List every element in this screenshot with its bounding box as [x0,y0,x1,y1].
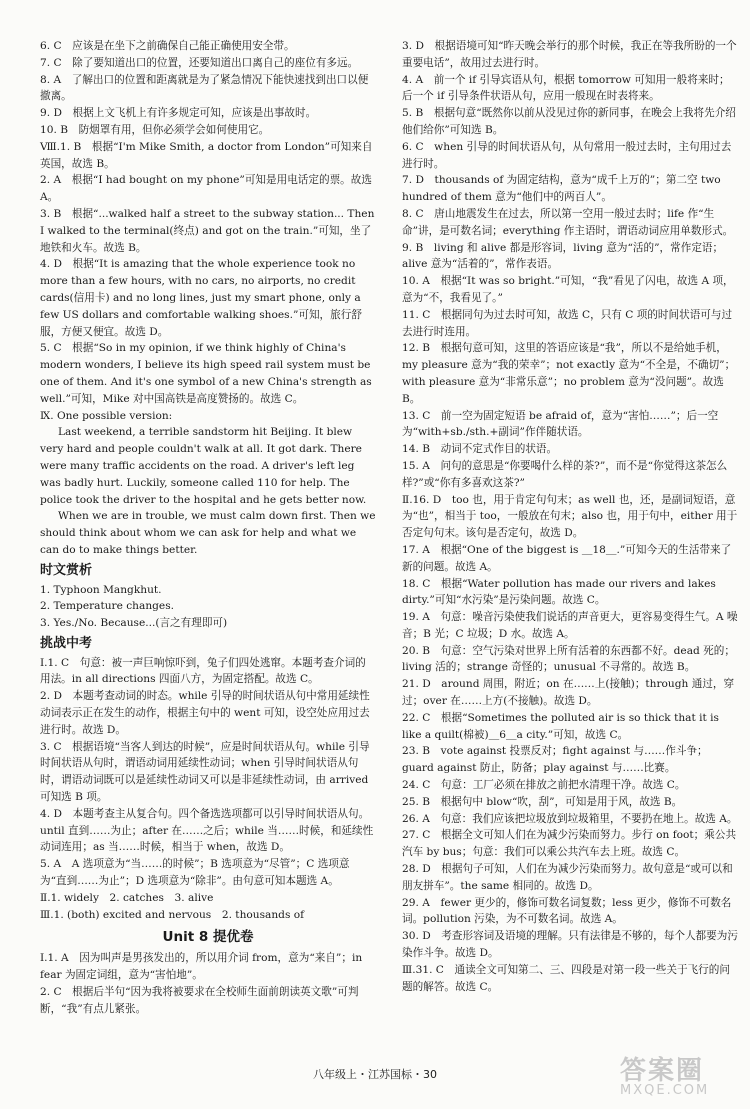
answer-item: 8. C 唐山地震发生在过去，所以第一空用一般过去时；life 作“生命”讲，是可数名词；everything 作主语时，谓语动词应用单数形式。 [402,207,734,237]
answer-item: 29. A fewer 更少的，修饰可数名词复数；less 更少，修饰不可数名词。pollution 污染，为不可数名词。故选 A。 [402,896,732,926]
answer-item: Ⅷ.1. B 根据“I'm Mike Smith, a doctor from London”可知来自英国，故选 B。 [40,140,373,170]
answer-item: 23. B vote against 投票反对；fight against 与……作斗争；guard against 防止，防备；play against 与……比赛。 [402,745,708,775]
answer-item: 14. B 动词不定式作目的状语。 [402,443,558,456]
answer-item: 3. B 根据“...walked half a street to the subway station... Then I walked to the terminal(终点) and got on the train.”可知，坐了地铁和火车。故选 B。 [40,207,375,254]
answer-item: 27. C 根据全文可知人们在为减少污染而努力。步行 on foot；乘公共汽车 by bus；句意：我们可以乘公共汽车去上班。故选 C。 [402,829,737,859]
answer-item: 7. C 除了要知道出口的位置，还要知道出口离自己的座位有多远。 [40,56,359,69]
answer-item: 9. B living 和 alive 都是形容词，living 意为“活的”，常作定语；alive 意为“活着的”，常作表语。 [402,241,724,271]
watermark-line1: 答案圈 [620,1056,705,1086]
answer-item: 13. C 前一空为固定短语 be afraid of，意为“害怕……”；后一空为“with+sb./sth.+副词”作伴随状语。 [402,409,719,439]
page-footer: 八年级上・江苏国标・30 [313,1068,437,1081]
answer-item: 4. A 前一个 if 引导宾语从句，根据 tomorrow 可知用一般将来时；后一个 if 引导条件状语从句，应用一般现在时表将来。 [402,73,730,103]
watermark-line2: MXQE.COM [620,1083,710,1098]
answer-item: 5. A A 选项意为“当……的时候”；B 选项意为“尽管”；C 选项意为“直到……为止”；D 选项意为“除非”。由句意可知本题选 A。 [40,858,350,888]
answer-item: 15. A 问句的意思是“你要喝什么样的茶?”，而不是“你觉得这茶怎么样?”或“你有多喜欢这茶?” [402,459,728,489]
answer-item: 3. D 根据语境可知“昨天晚会举行的那个时候，我正在等我所盼的一个重要电话”，故用过去进行时。 [402,40,737,69]
answer-item: Ⅰ.1. C 句意：被一声巨响惊吓到，兔子们四处逃窜。本题考查介词的用法。in all directions 四面八方，为固定搭配。故选 C。 [40,656,366,686]
section-heading: 挑战中考 [40,635,93,651]
answer-item: 12. B 根据句意可知，这里的答语应该是“我”，所以不是给她手机，my pleasure 意为“我的荣幸”；not exactly 意为“不全是，不确切”；with pleasure 意为“非常乐意”；no problem 意为“没问题”。故选 B。 [402,342,736,405]
answer-item: 30. D 考查形容词及语境的理解。只有法律是不够的，每个人都要为污染作斗争。故选 D。 [402,930,738,960]
answer-item: 7. D thousands of 为固定结构，意为“成千上万的”；第二空 two hundred of them 意为“他们中的两百人”。 [402,174,721,204]
essay-paragraph: When we are in trouble, we must calm down first. Then we should think about whom we can ask for help and what we can do to make things better. [40,510,376,556]
answer-item: 2. D 本题考查动词的时态。while 引导的时间状语从句中常用延续性动词表示正在发生的动作，根据主句中的 went 可知，设空处应用过去进行时。故选 D。 [40,690,370,736]
essay-paragraph: Last weekend, a terrible sandstorm hit Beijing. It blew very hard and people couldn't walk at all. It got dark. There were many traffic accidents on the road. A driver's left leg was badly hurt. Luckily, someone called 110 for help. The police took the driver to the hospital and he gets better now. [40,426,367,506]
answer-item: 5. C 根据“So in my opinion, if we think highly of China's modern wonders, I believe its high speed rail system must be one of them. And it's one symbol of a new China's strength as well.”可知，Mike 对中国高铁是高度赞扬的。故选 C。 [40,342,372,405]
answer-item: Ⅱ.16. D too 也，用于肯定句句末；as well 也，还，是副词短语，意为“也”，相当于 too，一般放在句末；also 也，用于句中，either 用于否定句句末。该句是否定句，故选 D。 [402,493,738,540]
answer-item: 10. B 防烟罩有用，但你必须学会如何使用它。 [40,123,270,136]
answer-item: 18. C 根据“Water pollution has made our rivers and lakes dirty.”可知“水污染”是污染问题。故选 C。 [402,577,716,607]
answer-item: 2. A 根据“I had bought on my phone”可知是用电话定的票。故选 A。 [40,174,372,204]
answer-item: 3. C 根据语境“当客人到达的时候”，应是时间状语从句。while 引导时间状语从句时，谓语动词用延续性动词；when 引导时间状语从句时，谓语动词既可以是延续性动词又可以是非延续性动词，由 arrived 可知选 B 项。 [40,740,370,804]
answer-item: 4. D 本题考查主从复合句。四个备选选项都可以引导时间状语从句。until 直到……为止；after 在……之后；while 当……时候，和延续性动词连用；as 当……时候，相当于 when，故选 D。 [40,807,374,854]
answer-item: 10. A 根据“It was so bright.”可知，“我”看见了闪电，故选 A 项，意为“不，我看见了。” [402,275,734,304]
answer-item: 1. Typhoon Mangkhut. [40,583,162,596]
answer-item: 25. B 根据句中 blow“吹，刮”，可知是用于风，故选 B。 [402,795,683,808]
answer-item: 28. D 根据句子可知，人们在为减少污染而努力。故句意是“或可以和朋友拼车”。the same 相同的。故选 D。 [402,863,733,892]
answer-item: 5. B 根据句意“既然你以前从没见过你的新同事，在晚会上我将先介绍他们给你”可知选 B。 [402,107,736,136]
answer-item: 3. Yes./No. Because...(言之有理即可) [40,617,228,630]
answer-item: 9. D 根据上文飞机上有许多规定可知，应该是出事故时。 [40,107,317,120]
answer-item: 20. B 句意：空气污染对世界上所有活着的东西都不好。dead 死的；living 活的；strange 奇怪的；unusual 不寻常的。故选 B。 [402,644,735,674]
answer-item: 17. A 根据“One of the biggest is ＿18＿.”可知今天的生活带来了新的问题。故选 A。 [402,543,732,573]
answer-item: 24. C 句意：工厂必须在排放之前把水清理干净。故选 C。 [402,779,686,792]
answer-item: Ⅲ.1. (both) excited and nervous 2. thousands of [40,908,305,921]
answer-item: 11. C 根据同句为过去时可知，故选 C，只有 C 项的时间状语可与过去进行时连用。 [402,308,733,338]
answer-item: Ⅰ.1. A 因为叫声是男孩发出的，所以用介词 from，意为“来自”；in fear 为固定词组，意为“害怕地”。 [40,952,363,982]
answer-item: 6. C 应该是在坐下之前确保自己能正确使用安全带。 [40,40,295,52]
answer-item: Ⅸ. One possible version: [40,409,173,422]
answer-item: 4. D 根据“It is amazing that the whole experience took no more than a few hours, with no cars, no airports, no credit cards(信用卡) and no long lines, just my smart phone, only a few US dollars and comfortable walking shoes.”可知，旅行舒服，方便又便宜。故选 D。 [40,258,362,338]
right-column [402,38,738,995]
answer-item: 8. A 了解出口的位置和距离就是为了紧急情况下能快速找到出口以便撤离。 [40,73,369,103]
left-column [40,38,376,1017]
unit-title: Unit 8 提优卷 [162,929,254,946]
answer-item: 19. A 句意：噪音污染使我们说话的声音更大，更容易变得生气。A 噪音；B 光；C 垃圾；D 水。故选 A。 [402,611,738,640]
answer-item: Ⅲ.31. C 通读全文可知第二、三、四段是对第一段一些关于飞行的问题的解答。故选 C。 [402,963,730,993]
answer-item: 26. A 句意：我们应该把垃圾放到垃圾箱里，不要扔在地上。故选 A。 [402,812,738,825]
section-heading: 时文赏析 [40,562,93,578]
answer-item: 6. C when 引导的时间状语从句，从句常用一般过去时，主句用过去进行时。 [402,140,732,170]
answer-item: 2. C 根据后半句“因为我将被要求在全校师生面前朗读英文歌”可判断，“我”有点儿紧张。 [40,985,359,1015]
answer-item: Ⅱ.1. widely 2. catches 3. alive [40,891,214,904]
answer-item: 2. Temperature changes. [40,600,174,613]
answer-item: 22. C 根据“Sometimes the polluted air is so thick that it is like a quilt(棉被)＿6＿a city.”可知，故选 C。 [402,711,719,741]
answer-item: 21. D around 周围，附近；on 在……上(接触)；through 通过，穿过；over 在……上方(不接触)。故选 D。 [402,678,735,708]
watermark-logo [620,1050,740,1106]
